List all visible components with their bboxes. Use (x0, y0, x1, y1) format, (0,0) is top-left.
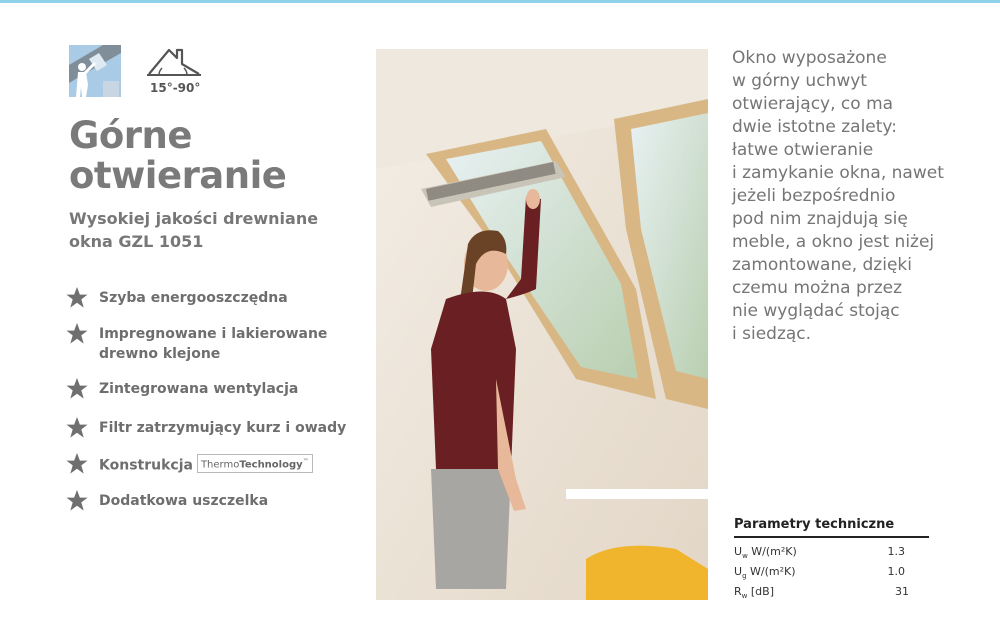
param-unit: W/(m²K) (751, 545, 797, 558)
param-symbol: U (734, 565, 743, 578)
star-icon (65, 489, 89, 512)
tech-param-row (734, 583, 929, 603)
description-line: i siedząc. (732, 324, 812, 344)
subtitle-line: okna GZL 1051 (69, 232, 204, 251)
description-line: łatwe otwieranie (732, 140, 874, 160)
star-icon (65, 377, 89, 400)
param-unit: W/(m²K) (750, 565, 796, 578)
subtitle-line: Wysokiej jakości drewniane (69, 209, 319, 228)
description-line: w górny uchwyt (732, 71, 867, 91)
page-title (69, 116, 359, 196)
feature-label: drewno klejone (99, 346, 221, 362)
badge-bold-text: Technology (239, 459, 303, 471)
star-icon (65, 452, 89, 475)
param-subscript: g (742, 572, 747, 581)
badge-trademark: ™ (302, 458, 309, 465)
description-text (732, 47, 972, 346)
description-line: czemu można przez (732, 278, 903, 298)
roof-angle-label: 15°-90° (150, 81, 201, 95)
feature-label: Dodatkowa uszczelka (99, 493, 269, 509)
feature-label: Szyba energooszczędna (99, 290, 288, 306)
attic-person-icon (69, 45, 121, 97)
param-symbol: U (734, 545, 743, 558)
title-line: Górne (69, 114, 192, 157)
tech-params-title: Parametry techniczne (734, 517, 895, 532)
description-line: nie wyglądać stojąc (732, 301, 900, 321)
param-value: 31 (895, 585, 909, 598)
tech-param-row (734, 563, 929, 583)
feature-label: Impregnowane i lakierowane (99, 326, 328, 342)
description-line: i zamykanie okna, nawet (732, 163, 944, 183)
description-line: jeżeli bezpośrednio (732, 186, 896, 206)
roof-angle-icon (145, 44, 203, 84)
feature-label: Zintegrowana wentylacja (99, 381, 299, 397)
star-icon (65, 322, 89, 345)
feature-label: Filtr zatrzymujący kurz i owady (99, 420, 347, 436)
description-line: otwierający, co ma (732, 94, 894, 114)
title-line: otwieranie (69, 154, 287, 197)
star-icon (65, 286, 89, 309)
star-icon (65, 416, 89, 439)
description-line: Okno wyposażone (732, 48, 887, 68)
tech-params-divider (734, 536, 929, 538)
badge-light-text: Thermo (200, 459, 240, 471)
param-subscript: w (741, 592, 748, 601)
param-unit: [dB] (750, 585, 775, 598)
description-line: pod nim znajdują się (732, 209, 908, 229)
description-line: dwie istotne zalety: (732, 117, 897, 137)
technical-parameters (734, 516, 929, 603)
top-accent-line (0, 0, 1000, 3)
description-line: meble, a okno jest niżej (732, 232, 935, 252)
param-symbol: R (734, 585, 742, 598)
feature-label: Konstrukcja (99, 457, 193, 474)
description-line: zamontowane, dzięki (732, 255, 912, 275)
param-subscript: w (742, 552, 748, 561)
tech-param-row (734, 543, 929, 563)
param-value: 1.3 (887, 545, 905, 558)
product-photo (376, 49, 708, 600)
thermotechnology-badge (197, 454, 313, 473)
page-subtitle (69, 207, 359, 253)
param-value: 1.0 (887, 565, 905, 578)
